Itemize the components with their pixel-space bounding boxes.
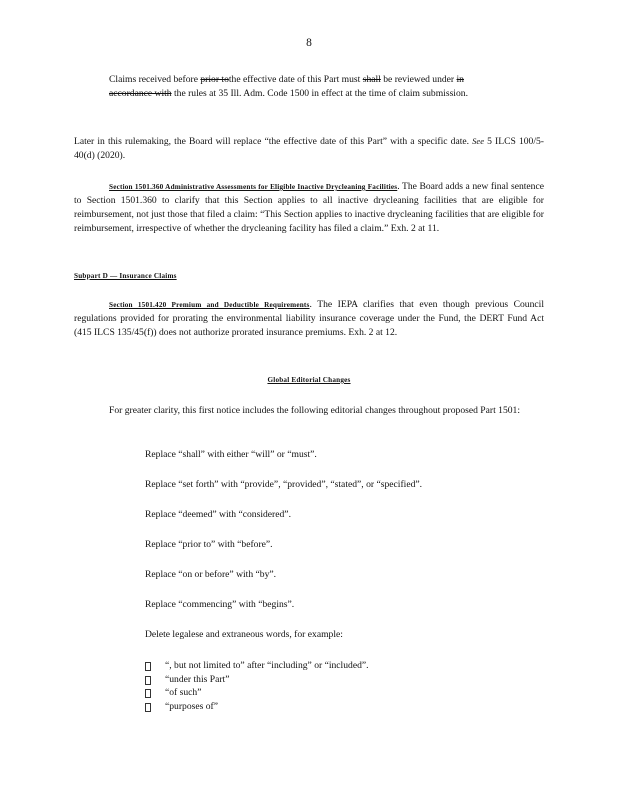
struck-text-2: shall <box>362 74 381 85</box>
page-number: 8 <box>306 37 312 49</box>
replacement-item: Replace “commencing” with “begins”. <box>145 599 295 610</box>
list-item <box>145 686 369 700</box>
section-heading-1501-360: Section 1501.360 Administrative Assessments for Eligible Inactive Drycleaning Facilities <box>109 183 398 191</box>
quote-text-2: the effective date of this Part must <box>228 74 363 85</box>
global-editorial-heading-text: Global Editorial Changes <box>267 376 351 384</box>
para1-text-2: 5 ILCS 100/5-40(d) (2020). <box>74 136 544 161</box>
bullet-text: “of such” <box>165 687 202 698</box>
subpart-heading <box>74 269 544 283</box>
deletion-bullet-list <box>145 659 369 713</box>
replacement-item: Delete legalese and extraneous words, for example: <box>145 629 343 640</box>
para2-text: . The Board adds a new final sentence to Section 1501.360 to clarify that this Section applies to all inactive drycleaning facilities that are eligible for reimbursement, not just those that filed a claim: “This Section applies to inactive drycleaning facilities that are eligible for reimbursement, irrespective of whether the drycleaning facility has filed a claim.” Exh. 2 at 11. <box>74 181 544 234</box>
list-item <box>145 700 369 714</box>
quote-text-1: Claims received before <box>109 74 201 85</box>
see-signal: See <box>472 136 484 146</box>
section-heading-1501-420: Section 1501.420 Premium and Deductible Requirements <box>109 301 310 309</box>
struck-text-1: prior to <box>200 74 229 85</box>
quote-text-4: the rules at 35 Ill. Adm. Code 1500 in effect at the time of claim submission. <box>171 88 468 99</box>
paragraph-editorial-intro: For greater clarity, this first notice includes the following editorial changes throughout proposed Part 1501: <box>109 405 521 416</box>
quoted-rule-text <box>109 73 501 101</box>
bullet-text: “purposes of” <box>165 700 219 712</box>
quote-text-3: be reviewed under <box>380 74 457 85</box>
para1-text-1: Later in this rulemaking, the Board will replace “the effective date of this Part” with a specific date. <box>74 136 473 147</box>
list-item <box>145 673 369 687</box>
paragraph-section-1501-360 <box>74 180 544 236</box>
replacement-item: Replace “prior to” with “before”. <box>145 539 273 550</box>
replacement-item: Replace “set forth” with “provide”, “provided”, “stated”, or “specified”. <box>145 479 423 490</box>
bullet-text: “, but not limited to” after “including” or “included”. <box>165 660 369 671</box>
replacement-item: Replace “deemed” with “considered”. <box>145 509 291 520</box>
square-bullet-icon <box>145 689 151 698</box>
square-bullet-icon <box>145 676 151 685</box>
struck-text-3: in accordance with <box>109 74 464 99</box>
subpart-heading-text: Subpart D — Insurance Claims <box>74 272 177 280</box>
paragraph-effective-date <box>74 134 544 163</box>
list-item <box>145 659 369 673</box>
replacement-item: Replace “on or before” with “by”. <box>145 569 277 580</box>
para3-text: . The IEPA clarifies that even though previous Council regulations provided for prorating the environmental liability insurance coverage under the Fund, the DERT Fund Act (415 ILCS 135/45(f)) does not authorize prorated insurance premiums. Exh. 2 at 12. <box>74 299 544 338</box>
square-bullet-icon <box>145 703 151 712</box>
replacement-item: Replace “shall” with either “will” or “must”. <box>145 449 317 460</box>
paragraph-section-1501-420 <box>74 298 544 340</box>
global-editorial-heading <box>0 373 618 387</box>
bullet-text: “under this Part” <box>165 673 230 685</box>
square-bullet-icon <box>145 662 151 671</box>
